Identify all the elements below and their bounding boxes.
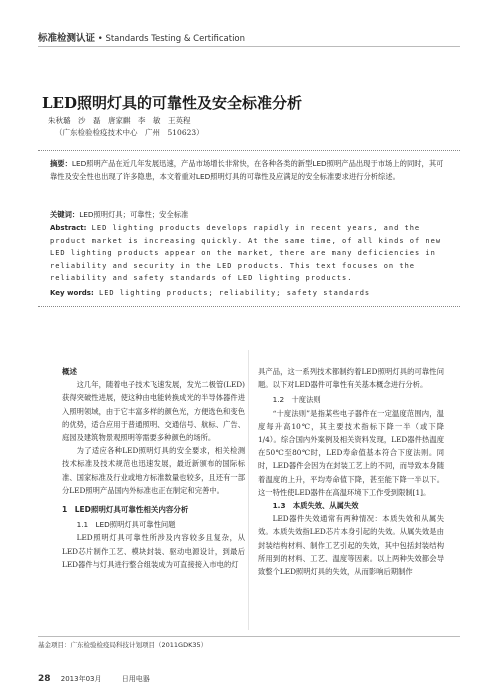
column-separator xyxy=(248,350,249,630)
keywords-cn-label: 关键词： xyxy=(50,210,80,219)
page-footer xyxy=(38,674,150,684)
heading-overview: 概述 xyxy=(62,367,77,376)
body-right-column xyxy=(258,365,444,578)
keywords-cn-text: LED照明灯具；可靠性；安全标准 xyxy=(79,210,189,219)
page-number: 28 xyxy=(38,674,51,684)
abstract-en xyxy=(50,222,446,285)
header-bullet: • xyxy=(97,34,106,44)
subsection-heading-1-2: 1.2 十度法则 xyxy=(272,395,321,405)
article-authors: 朱秋璐 沙 磊 唐家麒 李 敏 王英程 xyxy=(48,116,191,125)
article-affiliation: （广东检验检疫技术中心 广州 510623） xyxy=(55,128,204,137)
article-title: LED照明灯具的可靠性及安全标准分析 xyxy=(42,94,302,112)
running-header xyxy=(38,30,245,44)
keywords-cn xyxy=(50,209,446,222)
keywords-en-text: LED lighting products; reliability; safety standards xyxy=(98,289,371,297)
paragraph: 这几年，随着电子技术飞速发展，发光二极管(LED)获得突破性进展，使这种由电能转换成光的半导体器件进入照明领域，由于它丰富多样的颜色光，方便选色和变色的优势，适合应用于普通照明、交通信号、航标、广告、庭园及建筑物景观照明等需要多种颜色的场所。 xyxy=(62,380,245,443)
paragraph: LED器件失效通常有两种情况：本质失效和从属失效。本质失效指LED芯片本身引起的失效。从属失效是由封装结构材料、制作工艺引起的失效，其中包括封装结构所用到的材料、工艺、温度等因素。以上两种失效都会导致整个LED照明灯具的失效，从而影响后期制作 xyxy=(258,514,444,577)
abstract-cn-label: 摘要： xyxy=(50,159,72,168)
issue-date: 2013年03月 xyxy=(60,675,102,683)
funding-footnote: 基金项目：广东检验检疫局科技计划项目（2011GDK35） xyxy=(38,641,208,649)
subsection-heading-1-1: 1.1 LED照明灯具可靠性问题 xyxy=(76,520,176,530)
subsection-heading-1-3: 1.3 本质失效、从属失效 xyxy=(272,501,359,511)
abstract-en-label: Abstract: xyxy=(50,224,87,232)
footnote-rule xyxy=(38,636,460,637)
abstract-bottom-divider xyxy=(38,306,460,307)
magazine-name: 日用电器 xyxy=(121,675,150,683)
section-heading-1: 1 LED照明灯具可靠性相关内容分析 xyxy=(62,505,189,515)
body-left-column xyxy=(62,365,245,571)
abstract-top-divider xyxy=(38,150,460,151)
abstract-cn xyxy=(50,158,446,183)
keywords-en xyxy=(50,287,446,300)
paragraph: LED照明灯具可靠性所涉及内容较多且复杂，从LED芯片制作工艺、模块封装、驱动电源设计，到最后LED器件与灯具进行整合组装成为可直接接入市电的灯 xyxy=(62,533,245,569)
paragraph: 为了适应各种LED照明灯具的安全要求，相关检测技术标准及技术规范也迅速发展，最近新颁布的国际标准、国家标准及行业或地方标准数量也较多，且还有一部分LED照明产品国内外标准也正在制定和完善中。 xyxy=(62,446,245,495)
abstract-en-text: LED lighting products develops rapidly in recent years, and the product market is increasing quickly. At the same time, of all kinds of new LED lighting products appear on the market, there are many deficiencies in reliability and security in the LED products. This text focuses on the reliability and safety standards of LED lighting products. xyxy=(50,224,442,282)
paragraph: 具产品，这一系列技术都制约着LED照明灯具的可靠性问题。以下对LED器件可靠性有关基本概念进行分析。 xyxy=(258,367,444,390)
section-title-cn: 标准检测认证 xyxy=(38,33,96,44)
keywords-en-label: Key words: xyxy=(50,289,94,297)
paragraph: “十度法则”是指某些电子器件在一定温度范围内，温度每升高10℃，其主要技术指标下降一半（或下降1/4）。综合国内外案例及相关资料发现，LED器件热温度在50℃至80℃时，LED寿命值基本符合下度法则。同时，LED器件会因为在封装工艺上的不同，而导致本身随着温度的上升，平均寿命值下降，甚至能下降一半以下。这一特性使LED器件在高温环境下工作受到限制[1]。 xyxy=(258,408,444,497)
abstract-cn-text: LED照明产品在近几年发展迅速，产品市场增长非常快，在各种各类的新型LED照明产品出现于市场上的同时，其可靠性及安全性也出现了许多隐患，本文着重对LED照明灯具的可靠性及应满足的安全标准要求进行分析综述。 xyxy=(50,159,444,181)
header-rule xyxy=(38,46,460,47)
section-title-en: Standards Testing & Certification xyxy=(105,34,246,44)
